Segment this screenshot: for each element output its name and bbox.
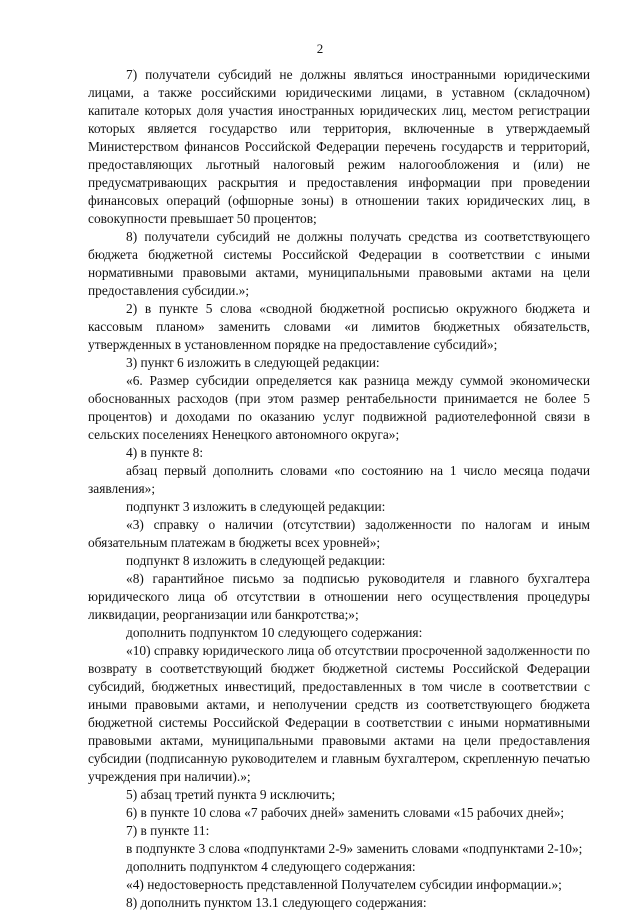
paragraph: подпункт 3 изложить в следующей редакции: xyxy=(126,499,386,514)
paragraph: дополнить подпунктом 10 следующего содержания: xyxy=(126,625,423,640)
paragraph: 6) в пункте 10 слова «7 рабочих дней» заменить словами «15 рабочих дней»; xyxy=(126,805,565,820)
paragraph: «3) справку о наличии (отсутствии) задолженности по налогам и иным обязательным платежам в бюджеты всех уровней»; xyxy=(88,517,590,550)
paragraph: в подпункте 3 слова «подпунктами 2-9» заменить словами «подпунктами 2-10»; xyxy=(126,841,583,856)
paragraph: дополнить подпунктом 4 следующего содержания: xyxy=(126,859,416,874)
paragraph: 5) абзац третий пункта 9 исключить; xyxy=(126,787,336,802)
page-number: 2 xyxy=(316,41,324,56)
paragraph: 7) в пункте 11: xyxy=(126,823,210,838)
paragraph: 2) в пункте 5 слова «сводной бюджетной росписью окружного бюджета и кассовым планом» заменить словами «и лимитов бюджетных обязательств, утвержденных в установленном порядке на предоставление субсидий»; xyxy=(88,301,590,352)
document-body xyxy=(88,66,590,912)
paragraph: 8) дополнить пунктом 13.1 следующего содержания: xyxy=(126,895,427,910)
paragraph: «6. Размер субсидии определяется как разница между суммой экономически обоснованных расходов (при этом размер рентабельности принимается не более 5 процентов) и доходами по оказанию услуг подвижной радиотелефонной связи в сельских поселениях Ненецкого автономного округа»; xyxy=(88,373,590,442)
paragraph: абзац первый дополнить словами «по состоянию на 1 число месяца подачи заявления»; xyxy=(88,463,590,496)
paragraph: 4) в пункте 8: xyxy=(126,445,204,460)
paragraph: 8) получатели субсидий не должны получать средства из соответствующего бюджета бюджетной системы Российской Федерации в соответствии с иными нормативными правовыми актами, муниципальными правовыми актами на цели предоставления субсидии.»; xyxy=(88,229,590,298)
paragraph: подпункт 8 изложить в следующей редакции: xyxy=(126,553,386,568)
paragraph: «8) гарантийное письмо за подписью руководителя и главного бухгалтера юридического лица об отсутствии в отношении него осуществления процедуры ликвидации, реорганизации или банкротства;»; xyxy=(88,571,590,622)
paragraph: 3) пункт 6 изложить в следующей редакции: xyxy=(126,355,380,370)
paragraph: «10) справку юридического лица об отсутствии просроченной задолженности по возврату в соответствующий бюджет бюджетной системы Российской Федерации субсидий, бюджетных инвестиций, предоставленных в том числе в соответствии с иными правовыми актами, и неполучении средств из соответствующего бюджета бюджетной системы Российской Федерации в соответствии с иными нормативными правовыми актами, муниципальными правовыми актами на цели предоставления субсидии (подписанную руководителем и главным бухгалтером, скрепленную печатью учреждения при наличии).»; xyxy=(88,643,590,784)
paragraph: «4) недостоверность представленной Получателем субсидии информации.»; xyxy=(126,877,562,892)
paragraph: 7) получатели субсидий не должны являться иностранными юридическими лицами, а также российскими юридическими лицами, в уставном (складочном) капитале которых доля участия иностранных юридических лиц, местом регистрации которых является государство или территория, включенные в утверждаемый Министерством финансов Российской Федерации перечень государств и территорий, предоставляющих льготный налоговый режим налогообложения и (или) не предусматривающих раскрытия и предоставления информации при проведении финансовых операций (офшорные зоны) в отношении таких юридических лиц, в совокупности превышает 50 процентов; xyxy=(88,67,590,226)
